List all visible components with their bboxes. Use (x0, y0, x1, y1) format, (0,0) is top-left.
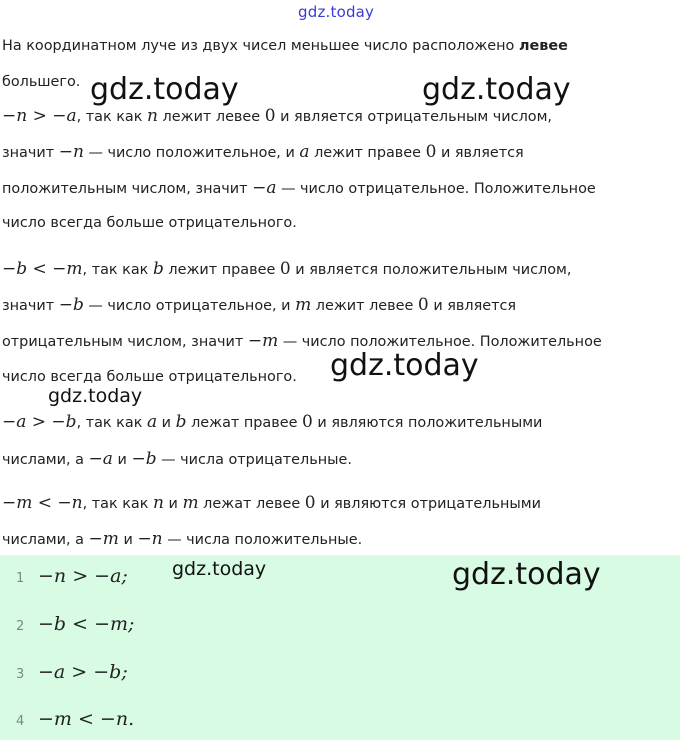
text: и (112, 452, 132, 468)
para2-line-1 (2, 259, 678, 280)
text: значит (2, 298, 59, 314)
text: — числа положительные. (162, 532, 363, 548)
text: и (157, 415, 176, 431)
math: b (152, 259, 164, 279)
answer-number: 2 (16, 619, 25, 634)
para1-line-3 (2, 178, 678, 199)
intro-line-1 (2, 36, 678, 56)
text: и (118, 532, 138, 548)
watermark-top: gdz.today (298, 3, 375, 21)
text: лежит левее (311, 298, 418, 314)
text: , так как (76, 415, 147, 431)
intro-text: большего. (2, 74, 81, 90)
text: , так как (82, 262, 153, 278)
math: −m (88, 529, 119, 549)
text: лежит левее (157, 109, 265, 125)
text: , так как (76, 109, 148, 125)
math: −m (247, 331, 279, 351)
answer-number: 1 (16, 571, 25, 586)
math: m (295, 295, 312, 315)
math: a (146, 412, 158, 432)
watermark: gdz.today (48, 385, 143, 407)
math: n (147, 106, 158, 126)
text: число всегда больше отрицательного. (2, 369, 297, 385)
math: −m < −n (2, 493, 83, 513)
math: 0 (417, 295, 429, 315)
answer-line (16, 708, 134, 730)
text: — число положительное. Положительное (278, 334, 602, 350)
text: лежат левее (198, 496, 305, 512)
text: и является отрицательным числом, (275, 109, 553, 125)
watermark: gdz.today (452, 557, 601, 592)
answer-formula: −b < −m; (38, 613, 135, 635)
text: и является (436, 145, 524, 161)
watermark: gdz.today (422, 72, 571, 107)
watermark: gdz.today (330, 348, 479, 383)
text: — число отрицательное, и (83, 298, 296, 314)
answer-formula: −m < −n. (38, 708, 135, 730)
math: −b (58, 295, 84, 315)
watermark: gdz.today (90, 72, 239, 107)
para1-line-1 (2, 106, 678, 127)
math: −n (58, 142, 84, 162)
math: 0 (302, 412, 313, 432)
text: и являются отрицательными (315, 496, 541, 512)
math: 0 (264, 106, 276, 126)
text: числами, а (2, 452, 89, 468)
math: 0 (304, 493, 316, 513)
intro-line-2 (2, 72, 678, 92)
math: 0 (425, 142, 437, 162)
intro-bold: левее (518, 38, 568, 54)
math: n (153, 493, 164, 513)
text: и является положительным числом, (290, 262, 572, 278)
math: −n > −a (2, 106, 77, 126)
math: 0 (279, 259, 291, 279)
answer-number: 4 (16, 714, 25, 729)
para1-line-2 (2, 142, 678, 163)
math: −b < −m (2, 259, 83, 279)
para3-line-2 (2, 449, 678, 470)
intro-text: На координатном луче из двух чисел меньшее число расположено (2, 38, 519, 54)
para3-line-1 (2, 412, 678, 433)
answer-line (16, 661, 128, 683)
para2-line-2 (2, 295, 678, 316)
para4-line-1 (2, 493, 678, 514)
math: −a > −b (2, 412, 77, 432)
text: , так как (82, 496, 154, 512)
math: −n (137, 529, 163, 549)
answer-line (16, 565, 128, 587)
text: число всегда больше отрицательного. (2, 215, 297, 231)
text: — числа отрицательные. (156, 452, 352, 468)
answer-formula: −n > −a; (38, 565, 128, 587)
text: лежат правее (186, 415, 303, 431)
text: — число отрицательное. Положительное (276, 181, 596, 197)
text: и является (428, 298, 517, 314)
math: b (175, 412, 187, 432)
text: и (163, 496, 183, 512)
para1-line-4 (2, 213, 678, 233)
para2-line-4 (2, 367, 678, 387)
math: −a (252, 178, 277, 198)
answer-box (0, 555, 680, 740)
math: m (182, 493, 199, 513)
answer-formula: −a > −b; (38, 661, 128, 683)
text: положительным числом, значит (2, 181, 253, 197)
text: значит (2, 145, 59, 161)
para2-line-3 (2, 331, 678, 352)
math: a (299, 142, 310, 162)
answer-line (16, 613, 134, 635)
para4-line-2 (2, 529, 678, 550)
text: числами, а (2, 532, 89, 548)
answer-number: 3 (16, 667, 25, 682)
text: отрицательным числом, значит (2, 334, 248, 350)
text: и являются положительными (312, 415, 543, 431)
text: лежит правее (309, 145, 426, 161)
text: лежит правее (163, 262, 280, 278)
text: — число положительное, и (83, 145, 300, 161)
math: −b (131, 449, 157, 469)
watermark: gdz.today (172, 558, 267, 580)
math: −a (88, 449, 113, 469)
